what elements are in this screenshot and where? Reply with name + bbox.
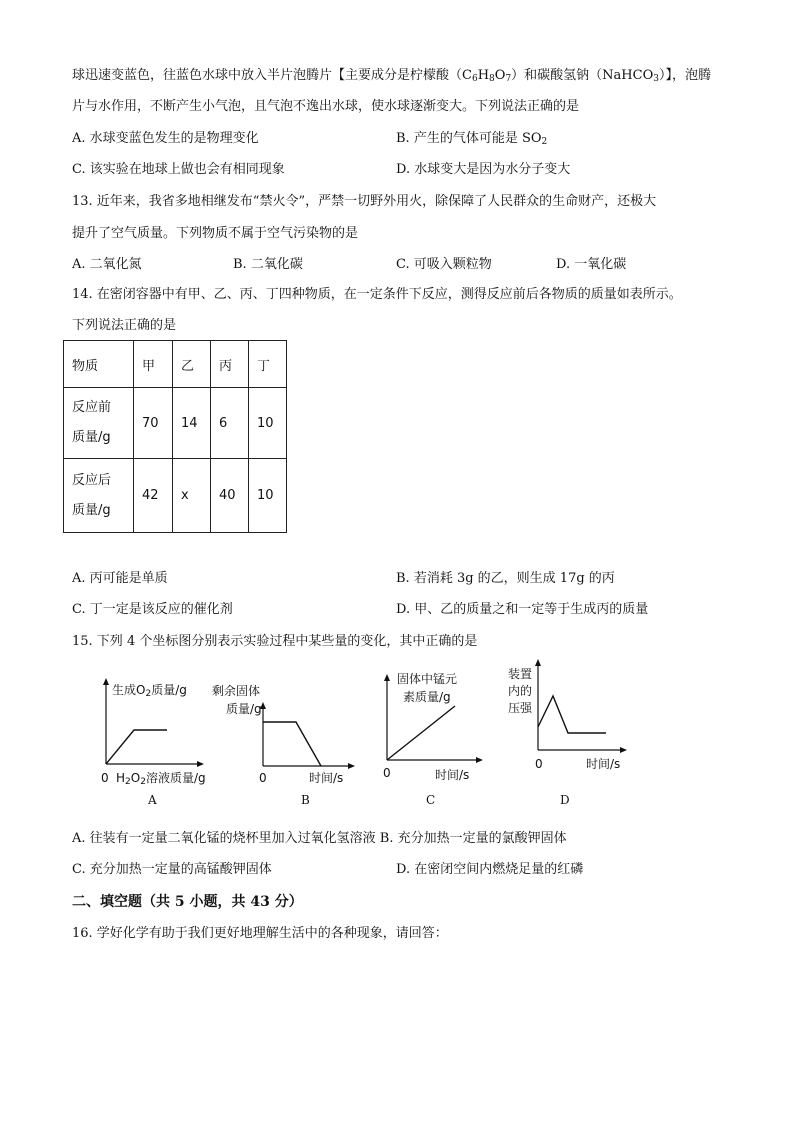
graph-a-curve <box>106 730 167 764</box>
q12-option-a: A. 水球变蓝色发生的是物理变化 <box>72 131 259 146</box>
q13-option-a: A. 二氧化氮 <box>72 257 142 272</box>
graph-c-ylabel-2: 素质量/g <box>403 690 451 704</box>
q14-text-line2: 下列说法正确的是 <box>72 318 177 333</box>
graph-a-origin: 0 <box>101 771 109 785</box>
graph-d-y-arrow <box>535 659 541 666</box>
table-row-label: 反应后 质量/g <box>64 459 134 533</box>
q15-option-a-b: A. 往装有一定量二氧化锰的烧杯里加入过氧化氢溶液 B. 充分加热一定量的氯酸钾固体 <box>72 831 567 846</box>
q13-option-c: C. 可吸入颗粒物 <box>396 257 492 272</box>
q12-text-line2: 片与水作用，不断产生小气泡，且气泡不逸出水球，使水球逐渐变大。下列说法正确的是 <box>72 99 580 114</box>
graph-d-axes <box>529 657 629 754</box>
graph-b-origin: 0 <box>259 771 267 785</box>
graph-c-y-arrow <box>384 674 390 681</box>
q14-option-b: B. 若消耗 3g 的乙，则生成 17g 的丙 <box>396 571 615 586</box>
q15-text-line1: 15. 下列 4 个坐标图分别表示实验过程中某些量的变化，其中正确的是 <box>72 634 478 649</box>
graph-b-ylabel-2: 质量/g <box>226 702 262 716</box>
q13-text-line1: 13. 近年来，我省多地相继发布“禁火令”，严禁一切野外用火，除保障了人民群众的生命财产，还极大 <box>72 194 657 209</box>
table-cell: 40 <box>211 459 249 533</box>
table-header-cell: 乙 <box>173 341 211 388</box>
graph-d-caption: D <box>560 793 570 807</box>
graph-a-y-arrow <box>103 678 109 685</box>
q15-option-c: C. 充分加热一定量的高锰酸钾固体 <box>72 862 272 877</box>
q14-mass-table <box>63 340 287 533</box>
graph-b-caption: B <box>301 793 310 807</box>
graph-a-caption: A <box>148 793 157 807</box>
table-header-cell: 丁 <box>249 341 287 388</box>
graph-c-ylabel-1: 固体中锰元 <box>397 672 458 686</box>
graph-d-xlabel: 时间/s <box>586 757 621 771</box>
graph-c-xlabel: 时间/s <box>435 768 470 782</box>
graph-d-x-arrow <box>620 747 627 753</box>
graph-c-origin: 0 <box>383 766 391 780</box>
graph-d-curve <box>538 696 606 733</box>
table-row-label: 反应前 质量/g <box>64 388 134 459</box>
table-cell: x <box>173 459 211 533</box>
graph-b-curve <box>263 722 321 766</box>
table-cell: 70 <box>134 388 173 459</box>
table-header-row <box>64 341 287 388</box>
q15-option-d: D. 在密闭空间内燃烧足量的红磷 <box>396 862 584 877</box>
q14-option-a: A. 丙可能是单质 <box>72 571 168 586</box>
graph-b-ylabel-1: 剩余固体 <box>212 684 261 698</box>
q12-text-line1: 球迅速变蓝色，往蓝色水球中放入半片泡腾片【主要成分是柠檬酸$(C_6H_8O_7)$和碳酸氢钠（NaHCO$_3$）】，泡腾 <box>72 68 711 84</box>
q14-option-d: D. 甲、乙的质量之和一定等于生成丙的质量 <box>396 602 649 617</box>
graph-d-origin: 0 <box>535 757 543 771</box>
table-cell: 10 <box>249 388 287 459</box>
q12-option-c: C. 该实验在地球上做也会有相同现象 <box>72 162 285 177</box>
q12-option-b: B. 产生的气体可能是 $SO_2$ <box>396 131 548 147</box>
graph-a-xlabel: $H_2O_2$溶液质量/g <box>116 771 206 787</box>
graph-d-ylabel: 装置 内的 压强 <box>508 667 533 715</box>
graph-b-axes <box>253 700 357 770</box>
graph-a-x-arrow <box>197 761 204 767</box>
q12-option-d: D. 水球变大是因为水分子变大 <box>396 162 571 177</box>
table-header-cell: 物质 <box>64 341 134 388</box>
table-cell: 14 <box>173 388 211 459</box>
graph-c-x-arrow <box>476 757 483 763</box>
section-heading: 二、填空题（共 5 小题，共 43 分） <box>72 894 303 910</box>
q13-option-b: B. 二氧化碳 <box>233 257 303 272</box>
table-cell: 10 <box>249 459 287 533</box>
graph-c-curve <box>387 706 455 760</box>
q13-text-line2: 提升了空气质量。下列物质不属于空气污染物的是 <box>72 226 359 241</box>
q16-text-line1: 16. 学好化学有助于我们更好地理解生活中的各种现象，请回答： <box>72 926 448 941</box>
q14-text-line1: 14. 在密闭容器中有甲、乙、丙、丁四种物质，在一定条件下反应，测得反应前后各物质的质量如表所示。 <box>72 287 682 302</box>
table-row <box>64 459 287 533</box>
graph-b-xlabel: 时间/s <box>309 771 344 785</box>
table-cell: 6 <box>211 388 249 459</box>
graph-b-x-arrow <box>348 763 355 769</box>
q14-option-c: C. 丁一定是该反应的催化剂 <box>72 602 233 617</box>
table-row <box>64 388 287 459</box>
table-header-cell: 丙 <box>211 341 249 388</box>
graph-a-ylabel: 生成$O_2$质量/g <box>112 683 187 699</box>
q13-option-d: D. 一氧化碳 <box>556 257 627 272</box>
graph-c-caption: C <box>426 793 436 807</box>
table-cell: 42 <box>134 459 173 533</box>
table-header-cell: 甲 <box>134 341 173 388</box>
